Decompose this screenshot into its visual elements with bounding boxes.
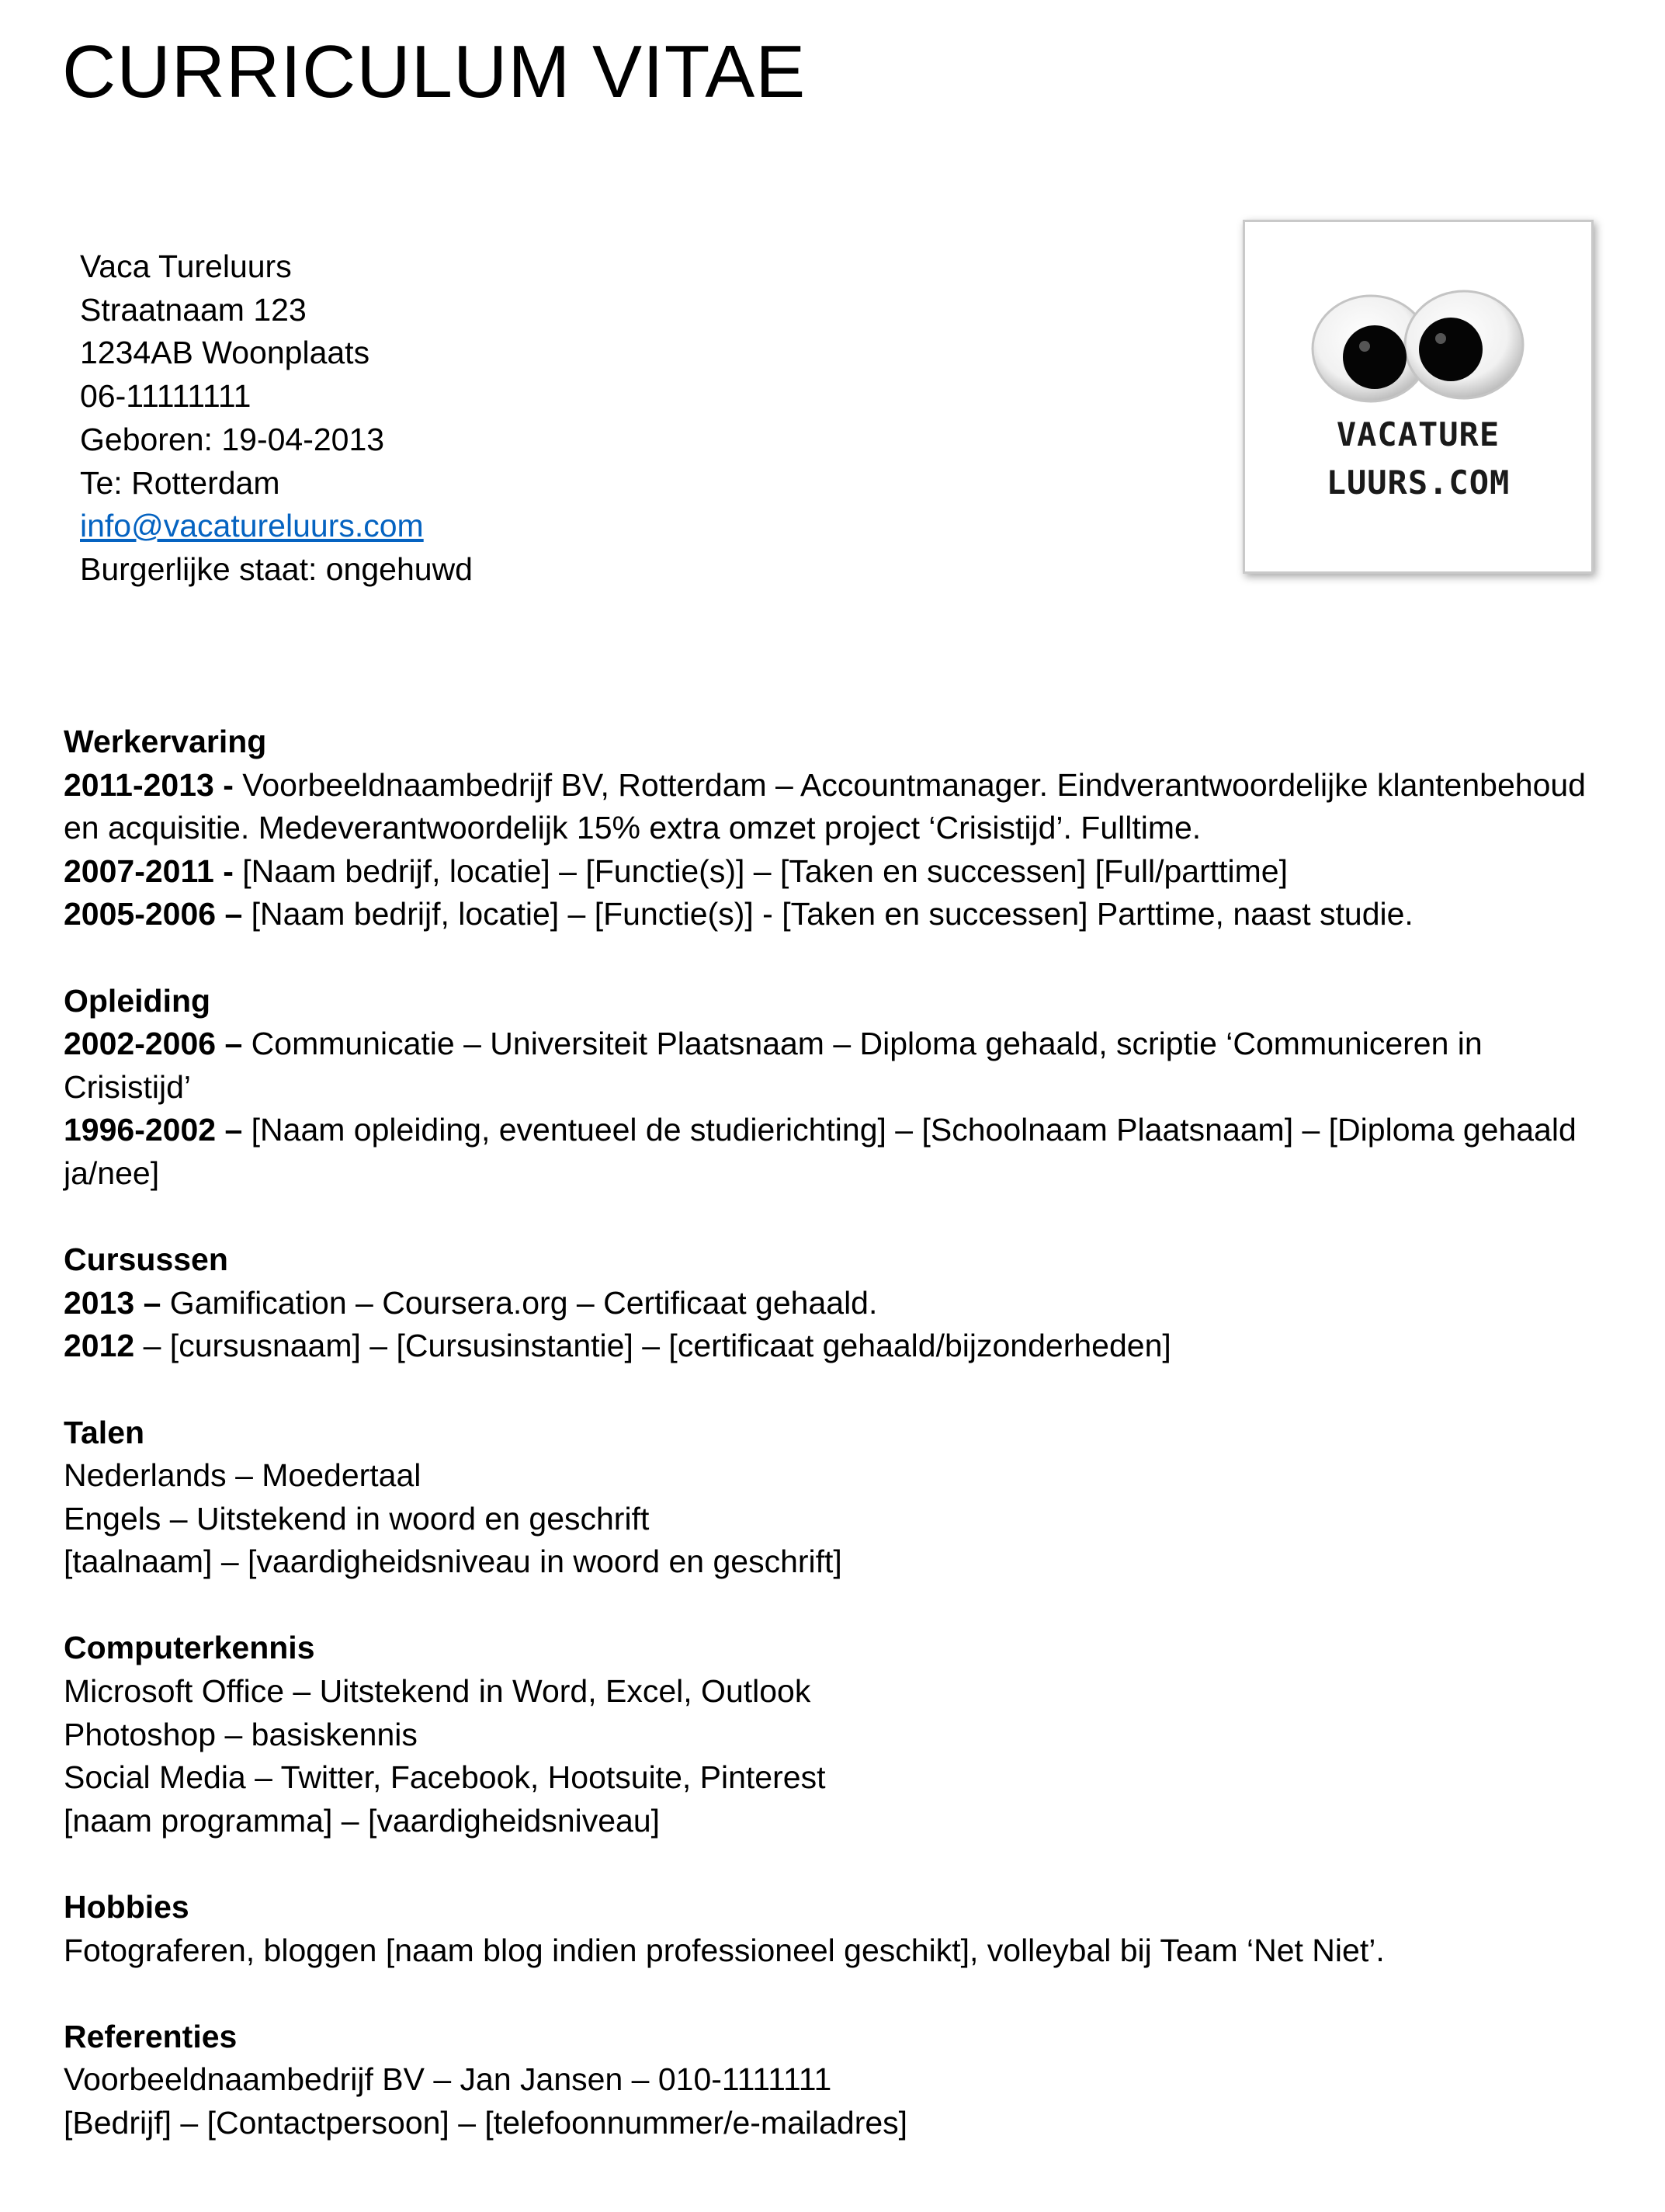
section-hobbies [64, 1886, 1604, 1972]
entry-year: 2005-2006 – [64, 896, 243, 932]
section-title: Opleiding [64, 982, 211, 1019]
entry-year: 2012 [64, 1328, 135, 1364]
section-computerkennis [64, 1627, 1604, 1842]
entry-text: [Naam opleiding, eventueel de studierichting] – [Schoolnaam Plaatsnaam] – [Diploma gehaald ja/nee] [64, 1112, 1577, 1191]
contact-phone: 06-11111111 [80, 378, 251, 415]
list-item [64, 1325, 1604, 1368]
section-title: Computerkennis [64, 1630, 315, 1666]
contact-block [80, 245, 473, 592]
section-werkervaring [64, 721, 1604, 936]
contact-name: Vaca Tureluurs [80, 248, 292, 284]
entry-text: Communicatie – Universiteit Plaatsnaam – Diploma gehaald, scriptie ‘Communiceren in Crisistijd’ [64, 1026, 1483, 1105]
entry-year: 2011-2013 - [64, 766, 234, 803]
list-item: Voorbeeldnaambedrijf BV – Jan Jansen – 010-1111111 [64, 2061, 832, 2098]
list-item [64, 893, 1604, 936]
section-title: Talen [64, 1414, 145, 1450]
entry-year: 2007-2011 - [64, 853, 234, 889]
list-item: [taalnaam] – [vaardigheidsniveau in woord en geschrift] [64, 1544, 842, 1580]
list-item [64, 1282, 1604, 1325]
entry-text: [Naam bedrijf, locatie] – [Functie(s)] - [Taken en successen] Parttime, naast studie. [242, 896, 1414, 932]
entry-year: 2013 – [64, 1284, 161, 1321]
entry-text: – [cursusnaam] – [Cursusinstantie] – [certificaat gehaald/bijzonderheden] [134, 1328, 1171, 1364]
page-title: CURRICULUM VITAE [62, 30, 806, 113]
logo-text-line1: VACATURE [1336, 415, 1500, 453]
section-title: Referenties [64, 2018, 238, 2054]
list-item: [Bedrijf] – [Contactpersoon] – [telefoonnummer/e-mailadres] [64, 2105, 908, 2141]
list-item: Social Media – Twitter, Facebook, Hootsuite, Pinterest [64, 1759, 826, 1796]
list-item: Fotograferen, bloggen [naam blog indien professioneel geschikt], volleybal bij Team ‘Net Niet’. [64, 1932, 1385, 1968]
list-item [64, 764, 1604, 850]
list-item: Engels – Uitstekend in woord en geschrift [64, 1500, 650, 1537]
entry-year: 1996-2002 – [64, 1112, 243, 1148]
entry-year: 2002-2006 – [64, 1026, 243, 1062]
section-title: Hobbies [64, 1889, 189, 1926]
list-item: Nederlands – Moedertaal [64, 1457, 421, 1494]
entry-text: Voorbeeldnaambedrijf BV, Rotterdam – Accountmanager. Eindverantwoordelijke klantenbehoud en acquisitie. Medeverantwoordelijk 15% extra omzet project ‘Crisistijd’. Fulltime. [64, 766, 1586, 846]
list-item: [naam programma] – [vaardigheidsniveau] [64, 1802, 661, 1839]
cv-content [64, 721, 1604, 2188]
contact-postal-city: 1234AB Woonplaats [80, 335, 370, 371]
section-title: Cursussen [64, 1241, 228, 1278]
logo-text-line2: LUURS.COM [1326, 464, 1511, 502]
list-item [64, 850, 1604, 894]
contact-birth-date: Geboren: 19-04-2013 [80, 421, 385, 457]
section-opleiding [64, 980, 1604, 1196]
list-item [64, 1109, 1604, 1195]
section-referenties [64, 2016, 1604, 2145]
section-cursussen [64, 1238, 1604, 1368]
googly-eyes-icon [1245, 222, 1591, 571]
list-item: Photoshop – basiskennis [64, 1716, 418, 1752]
profile-photo [1243, 220, 1594, 574]
contact-email-link[interactable]: info@vacatureluurs.com [80, 508, 424, 544]
entry-text: Gamification – Coursera.org – Certificaat gehaald. [161, 1284, 878, 1321]
contact-birth-place: Te: Rotterdam [80, 464, 280, 501]
list-item [64, 1023, 1604, 1109]
section-title: Werkervaring [64, 724, 267, 759]
contact-marital-status: Burgerlijke staat: ongehuwd [80, 550, 473, 587]
list-item: Microsoft Office – Uitstekend in Word, Excel, Outlook [64, 1673, 811, 1710]
contact-street: Straatnaam 123 [80, 291, 307, 328]
section-talen [64, 1412, 1604, 1584]
entry-text: [Naam bedrijf, locatie] – [Functie(s)] – [Taken en successen] [Full/parttime] [233, 853, 1288, 889]
